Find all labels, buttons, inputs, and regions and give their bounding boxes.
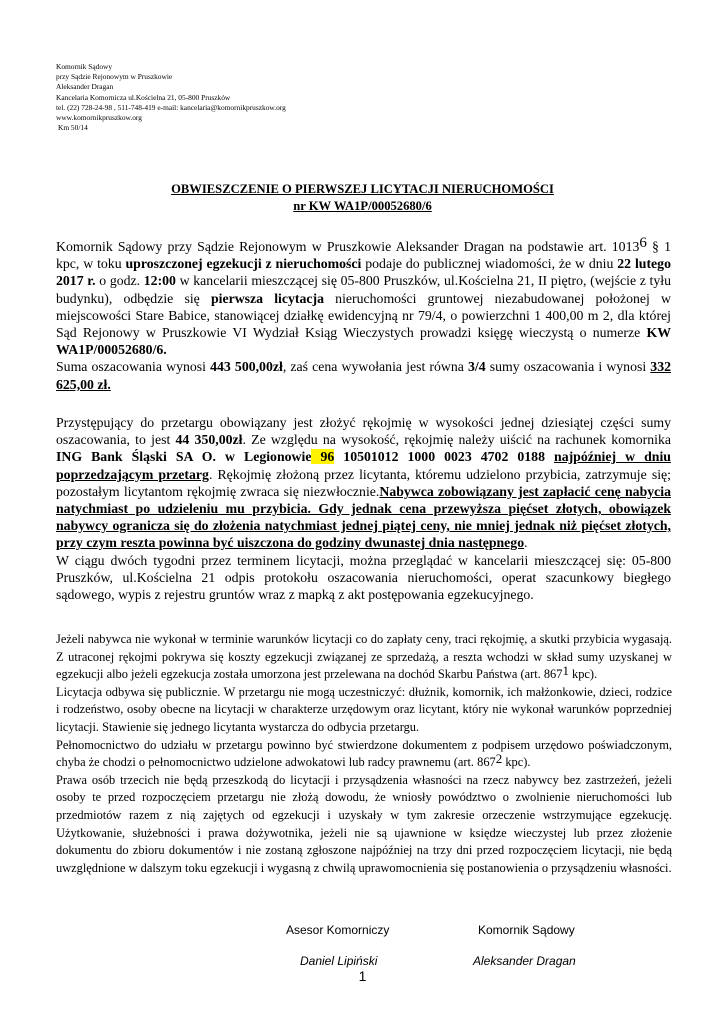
text-span: . Ze względu na wysokość, rękojmię należy uiścić na rachunek komornika	[242, 432, 672, 448]
header-line-3: Aleksander Dragan	[56, 82, 114, 92]
text-span: Suma oszacowania wynosi	[56, 359, 211, 375]
header-line-4: Kancelaria Komornicza ul.Kościelna 21, 05-800 Pruszków	[56, 92, 231, 102]
notice-subtitle: nr KW WA1P/00052680/6	[293, 199, 432, 213]
header-line-1: Komornik Sądowy	[56, 62, 113, 71]
bank-account: 10501012 1000 0023 4702 0188	[334, 449, 545, 465]
text-span: .	[524, 535, 528, 551]
header-line-6: www.komornikpruszkow.org	[56, 113, 142, 123]
legal-terms-section	[56, 631, 672, 877]
bold-text: pierwsza licytacja	[210, 290, 325, 306]
deposit-amount: 44 350,00zł	[175, 432, 243, 448]
bold-text: uproszczonej egzekucji z nieruchomości	[125, 256, 362, 272]
text-span: Pełnomocnictwo do udziału w przetargu powinno być stwierdzone dokumentem z podpisem urzędowo poświadczonym, chyba że chodzi o pełnomocnictwo udzielone adwokatowi lub radcy prawnemu (art. 867	[56, 737, 672, 770]
land-register-number: KW WA1P/00052680/6.	[56, 325, 671, 358]
text-span: kpc).	[502, 755, 531, 770]
bank-name: ING Bank Śląski SA O. w Legionowie	[56, 449, 312, 465]
text-span: podaje do publicznej wiadomości, że w dniu	[361, 256, 618, 272]
case-number: Km 50/14	[58, 123, 88, 133]
text-span: nieruchomości gruntowej niezabudowanej położonej w miejscowości Stare Babice, stanowiącej działkę ewidencyjną nr 79/4, o powierzchni 1 400,00 m 2, dla której Sąd Rejonowy w Pruszkowie VI Wydział Ksiąg Wieczystych prowadzi księgę wieczystą o numerze	[56, 290, 671, 341]
page-number: 1	[358, 968, 367, 984]
assessor-role: Asesor Komorniczy	[286, 923, 390, 937]
text-span: Jeżeli nabywca nie wykonał w terminie warunków licytacji co do zapłaty ceny, traci rękojmię, a skutki przybicia wygasają. Z utraconej rękojmi pokrywa się koszty egzekucji związanej ze sprzedażą, a reszta wchodzi w skład sumy uzyskanej w egzekucji albo jeżeli egzekucja została umorzona jest przelewana na dochód Skarbu Państwa (art. 867	[56, 632, 672, 682]
text-span: kpc).	[568, 667, 598, 682]
text-span: , zaś cena wywołania jest równa	[282, 359, 469, 375]
payment-deadline: najpóźniej w dniu poprzedzającym przetarg	[56, 449, 671, 482]
bailiff-name: Aleksander Dragan	[473, 954, 576, 968]
notice-title: OBWIESZCZENIE O PIERWSZEJ LICYTACJI NIERUCHOMOŚCI	[171, 182, 554, 196]
auction-date: 22 lutego 2017 r.	[56, 256, 671, 289]
starting-price: 332 625,00 zł.	[56, 359, 671, 392]
participation-rules: Licytacja odbywa się publicznie. W przetargu nie mogą uczestniczyć: dłużnik, komornik, ich małżonkowie, dzieci, rodzice i rodzeństwo, osoby obecne na licytacji w charakterze urzędowym oraz licytant, który nie wykonał warunków poprzedniej licytacji. Stawienie się jednego licytanta wystarcza do odbycia przetargu.	[56, 684, 672, 734]
text-span: Komornik Sądowy przy Sądzie Rejonowym w Pruszkowie Aleksander Dragan na podstawie art. 1013	[56, 239, 640, 254]
assessor-name: Daniel Lipiński	[300, 954, 378, 968]
text-span: § 1 kpc, w toku	[56, 239, 671, 272]
superscript: 2	[495, 751, 503, 767]
text-span: w kancelarii mieszczącej się 05-800 Pruszków, ul.Kościelna 21, II piętro, (wejście z tyłu budynku), odbędzie się	[56, 273, 671, 306]
valuation-sum: 443 500,00zł	[210, 359, 283, 375]
auction-time: 12:00	[143, 273, 176, 289]
text-span: . Rękojmię złożoną przez licytanta, któremu udzielono przybicia, zatrzymuje się; pozostałym licytantom rękojmię zwraca się niezwłocznie.	[56, 466, 671, 499]
bailiff-role: Komornik Sądowy	[478, 923, 575, 937]
text-span	[545, 449, 554, 464]
text-span: Przystępujący do przetargu obowiązany jest złożyć rękojmię w wysokości jednej dziesiątej części sumy oszacowania, to jest	[56, 415, 671, 448]
fraction: 3/4	[468, 359, 486, 375]
text-span: o godz.	[95, 273, 144, 289]
bailiff-header	[56, 62, 286, 133]
inspection-info: W ciągu dwóch tygodni przez terminem licytacji, można przeglądać w kancelarii mieszczącej się: 05-800 Pruszków, ul.Kościelna 21 odpis protokołu oszacowania nieruchomości, operat szacunkowy biegłego sądowego, wypis z rejestru gruntów wraz z mapką z akt postępowania egzekucyjnego.	[56, 552, 671, 603]
header-line-2: przy Sądzie Rejonowym w Pruszkowie	[56, 72, 173, 82]
auction-announcement-paragraph	[56, 235, 671, 393]
third-party-rights: Prawa osób trzecich nie będą przeszkodą do licytacji i przysądzenia własności na rzecz nabywcy bez zastrzeżeń, jeżeli osoby te przed rozpoczęciem przetargu nie złożą dowodu, że wniosły powództwo o zwolnienie nieruchomości lub przedmiotów razem z nią zajętych od egzekucji i uzyskały w tym zakresie orzeczenie wstrzymujące egzekucję. Użytkowanie, służebności i prawa dożywotnika, jeżeli nie są ujawnione w księdze wieczystej lub przez złożenie dokumentu do zbioru dokumentów i nie zostaną zgłoszone najpóźniej na trzy dni przed rozpoczęciem licytacji, nie będą uwzględnione w dalszym toku egzekucji i wygasną z chwilą uprawomocnienia się postanowienia o przysądzeniu własności.	[56, 772, 672, 875]
payment-obligation: Nabywca zobowiązany jest zapłacić cenę nabycia natychmiast po udzieleniu mu przybicia. Gdy jednak cena przewyższa pięćset złotych, obowiązek nabywcy ogranicza się do złożenia natychmiast jednej piątej ceny, nie mniej jednak niż pięćset złotych, przy czym reszta powinna być uiszczona do godziny dwunastej dnia następnego	[56, 483, 671, 551]
superscript: 6	[639, 235, 647, 251]
deposit-paragraph	[56, 414, 671, 603]
text-span: sumy oszacowania i wynosi	[485, 359, 651, 375]
superscript: 1	[562, 663, 569, 679]
header-line-5: tel. (22) 728-24-98 , 511-748-419 e-mail: kancelaria@komornikpruszkow.org	[56, 102, 286, 112]
highlighted-text: 96	[311, 449, 335, 465]
